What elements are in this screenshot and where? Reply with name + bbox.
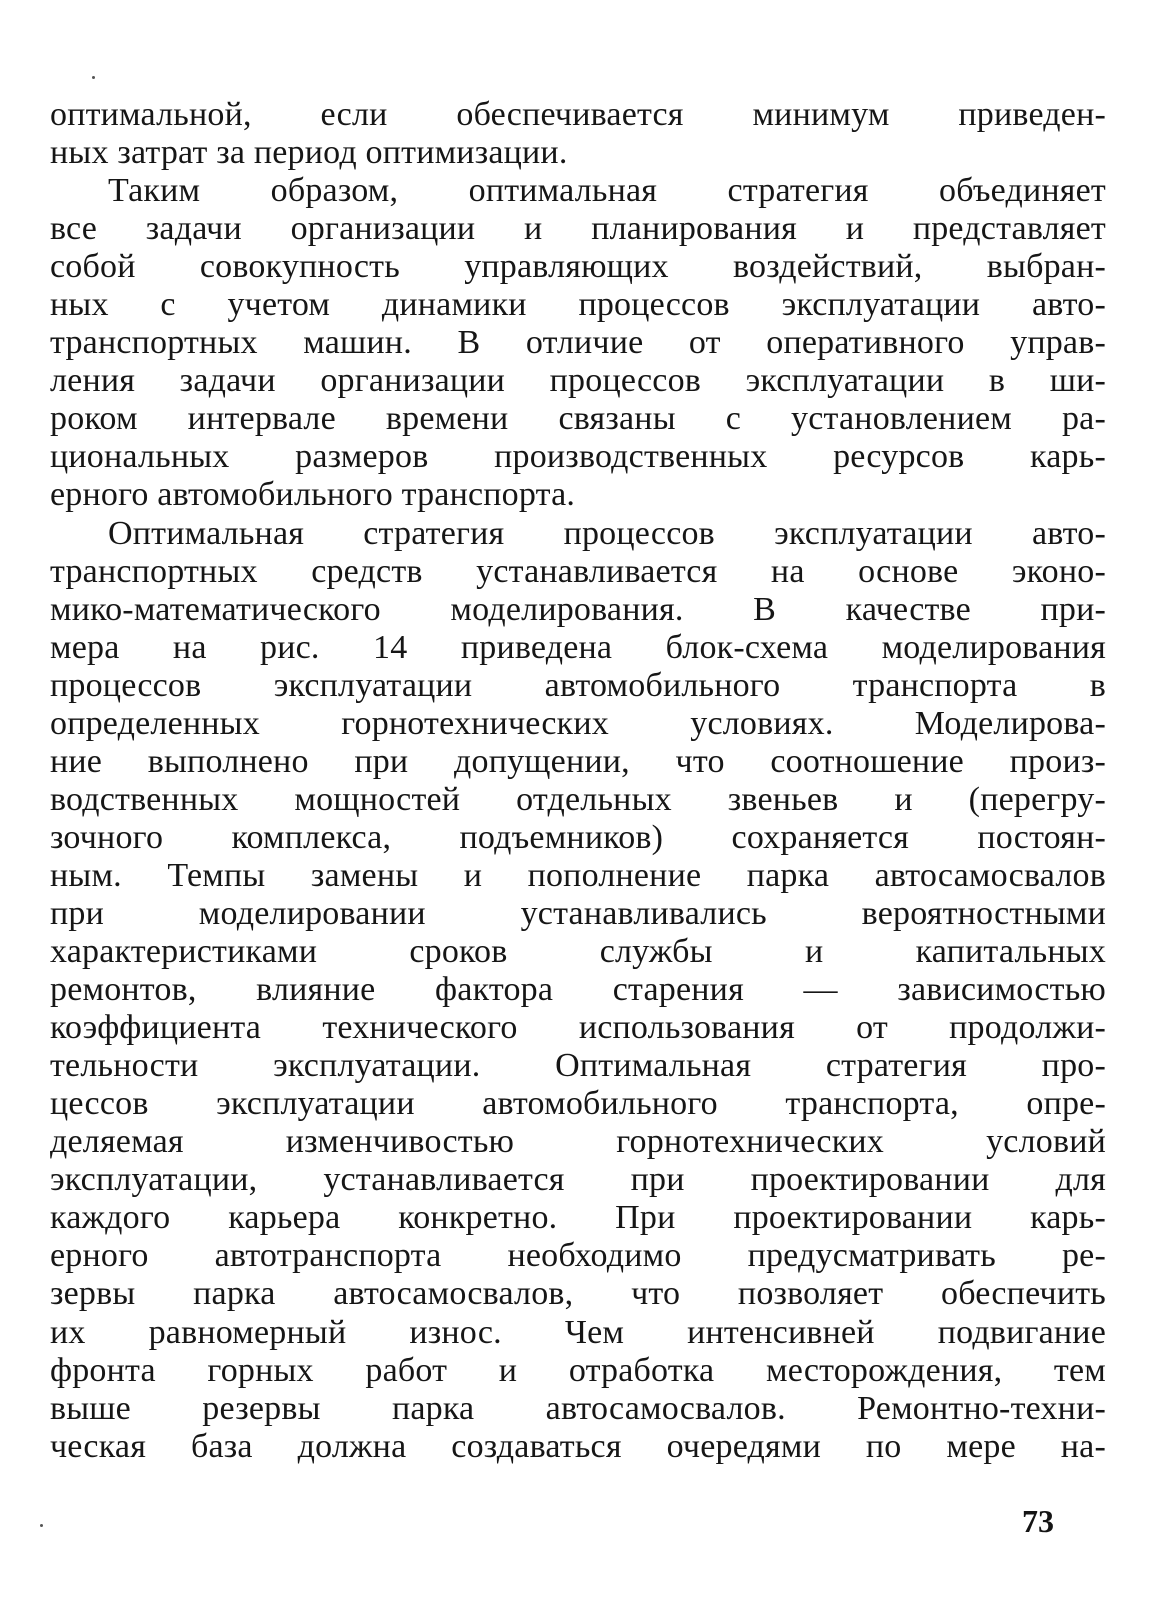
text-line: ческая база должна создаваться очередями по мере на-	[50, 1427, 1106, 1465]
text-line: коэффициента технического использования от продолжи-	[50, 1009, 1106, 1047]
page-number: 73	[1022, 1503, 1054, 1539]
text-line: циональных размеров производственных ресурсов карь-	[50, 438, 1106, 476]
text-line: каждого карьера конкретно. При проектировании карь-	[50, 1199, 1106, 1237]
text-line: эксплуатации, устанавливается при проектировании для	[50, 1161, 1106, 1199]
text-line: фронта горных работ и отработка месторождения, тем	[50, 1351, 1106, 1389]
text-line: определенных горнотехнических условиях. Моделирова-	[50, 704, 1106, 742]
text-line: ления задачи организации процессов эксплуатации в ши-	[50, 362, 1106, 400]
text-line: ных затрат за период оптимизации.	[50, 134, 568, 172]
text-line: транспортных средств устанавливается на основе эконо-	[50, 552, 1106, 590]
text-line: ерного автотранспорта необходимо предусматривать ре-	[50, 1237, 1106, 1275]
text-line: мико-математического моделирования. В качестве при-	[50, 590, 1106, 628]
text-line: зервы парка автосамосвалов, что позволяет обеспечить	[50, 1275, 1106, 1313]
body-text	[50, 96, 1106, 1466]
text-line: ние выполнено при допущении, что соотношение произ-	[50, 742, 1106, 780]
text-line: собой совокупность управляющих воздействий, выбран-	[50, 248, 1106, 286]
text-line: зочного комплекса, подъемников) сохраняется постоян-	[50, 818, 1106, 856]
text-line: роком интервале времени связаны с установлением ра-	[50, 400, 1106, 438]
paragraph-first-line: Таким образом, оптимальная стратегия объединяет	[108, 172, 1106, 210]
scan-speck	[40, 1524, 43, 1527]
text-line: деляемая изменчивостью горнотехнических условий	[50, 1123, 1106, 1161]
text-line: выше резервы парка автосамосвалов. Ремонтно-техни-	[50, 1389, 1106, 1427]
text-line: ремонтов, влияние фактора старения — зависимостью	[50, 971, 1106, 1009]
text-line: цессов эксплуатации автомобильного транспорта, опре-	[50, 1085, 1106, 1123]
text-line: при моделировании устанавливались вероятностными	[50, 894, 1106, 932]
text-line: мера на рис. 14 приведена блок-схема моделирования	[50, 628, 1106, 666]
text-line: водственных мощностей отдельных звеньев и (перегру-	[50, 780, 1106, 818]
text-line: их равномерный износ. Чем интенсивней подвигание	[50, 1313, 1106, 1351]
text-line: процессов эксплуатации автомобильного транспорта в	[50, 666, 1106, 704]
text-line: транспортных машин. В отличие от оперативного управ-	[50, 324, 1106, 362]
text-line: тельности эксплуатации. Оптимальная стратегия про-	[50, 1047, 1106, 1085]
text-line: ным. Темпы замены и пополнение парка автосамосвалов	[50, 856, 1106, 894]
scan-speck	[92, 76, 95, 79]
text-line: ерного автомобильного транспорта.	[50, 476, 576, 514]
paragraph-first-line: Оптимальная стратегия процессов эксплуатации авто-	[108, 514, 1106, 552]
text-line: характеристиками сроков службы и капитальных	[50, 933, 1106, 971]
text-line: все задачи организации и планирования и представляет	[50, 210, 1106, 248]
text-line: оптимальной, если обеспечивается минимум приведен-	[50, 96, 1106, 133]
text-line: ных с учетом динамики процессов эксплуатации авто-	[50, 286, 1106, 324]
